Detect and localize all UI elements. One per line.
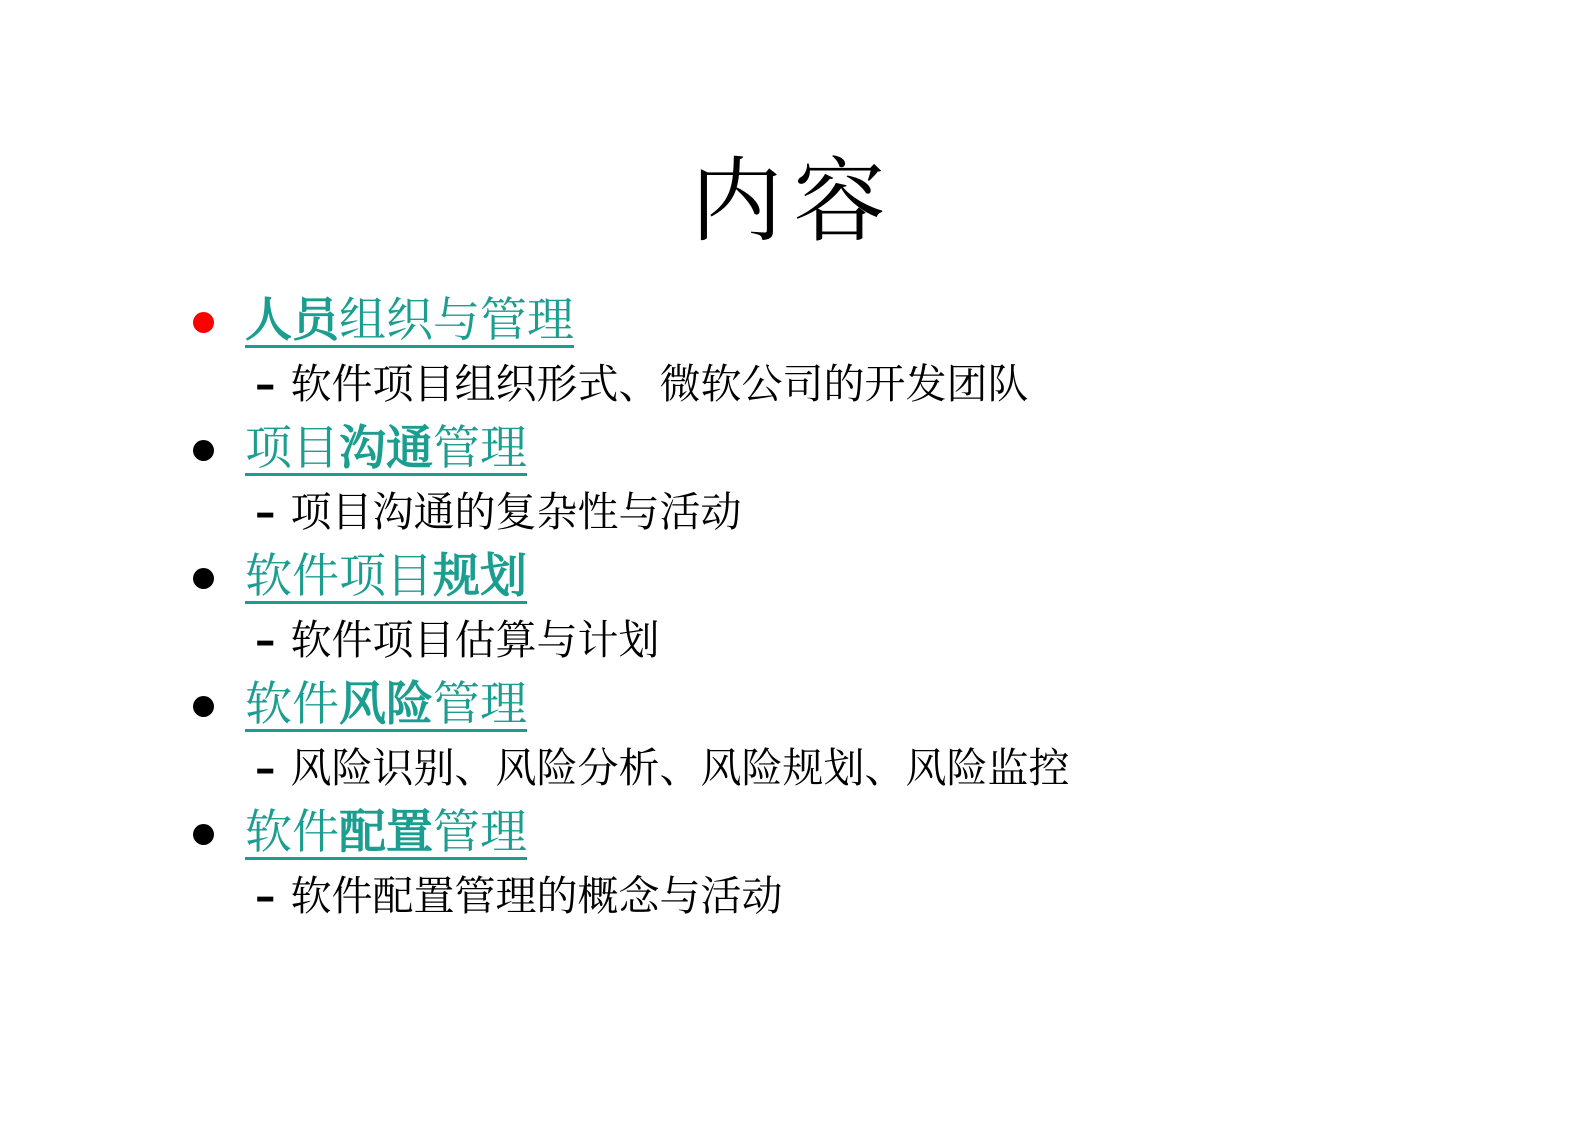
- link-personnel-organization[interactable]: [245, 292, 574, 348]
- link-segment: 风险: [339, 676, 433, 732]
- link-segment: 软件: [245, 804, 339, 860]
- sub-item-text: 软件项目组织形式、微软公司的开发团队: [290, 359, 1029, 408]
- content-list: [193, 288, 1070, 928]
- link-segment: 人员: [245, 292, 339, 348]
- sub-item: [193, 480, 1070, 544]
- main-line: [193, 288, 1070, 352]
- sub-item: [193, 864, 1070, 928]
- sub-item-text: 风险识别、风险分析、风险规划、风险监控: [290, 743, 1070, 792]
- list-item: [193, 288, 1070, 416]
- bullet-icon: [193, 824, 214, 845]
- sub-item: [193, 352, 1070, 416]
- dash-marker: –: [255, 615, 276, 664]
- link-project-planning[interactable]: [245, 548, 527, 604]
- main-line: [193, 416, 1070, 480]
- link-risk-management[interactable]: [245, 676, 527, 732]
- main-line: [193, 672, 1070, 736]
- list-item: [193, 544, 1070, 672]
- sub-item: [193, 608, 1070, 672]
- bullet-icon: [193, 312, 214, 333]
- list-item: [193, 800, 1070, 928]
- list-item: [193, 416, 1070, 544]
- link-segment: 管理: [433, 804, 527, 860]
- link-configuration-management[interactable]: [245, 804, 527, 860]
- bullet-icon: [193, 696, 214, 717]
- main-line: [193, 800, 1070, 864]
- sub-item-text: 软件项目估算与计划: [290, 615, 660, 664]
- link-segment: 规划: [433, 548, 527, 604]
- sub-item-text: 软件配置管理的概念与活动: [290, 871, 783, 920]
- link-project-communication[interactable]: [245, 420, 527, 476]
- list-item: [193, 672, 1070, 800]
- link-segment: 软件: [245, 676, 339, 732]
- link-segment: 软件项目: [245, 548, 433, 604]
- link-segment: 管理: [433, 420, 527, 476]
- bullet-icon: [193, 440, 214, 461]
- dash-marker: –: [255, 487, 276, 536]
- dash-marker: –: [255, 359, 276, 408]
- main-line: [193, 544, 1070, 608]
- link-segment: 管理: [433, 676, 527, 732]
- link-segment: 沟通: [339, 420, 433, 476]
- link-segment: 项目: [245, 420, 339, 476]
- link-segment: 配置: [339, 804, 433, 860]
- sub-item-text: 项目沟通的复杂性与活动: [290, 487, 742, 536]
- link-segment: 组织与管理: [339, 292, 574, 348]
- dash-marker: –: [255, 743, 276, 792]
- sub-item: [193, 736, 1070, 800]
- bullet-icon: [193, 568, 214, 589]
- dash-marker: –: [255, 871, 276, 920]
- slide-title: 内容: [690, 148, 897, 255]
